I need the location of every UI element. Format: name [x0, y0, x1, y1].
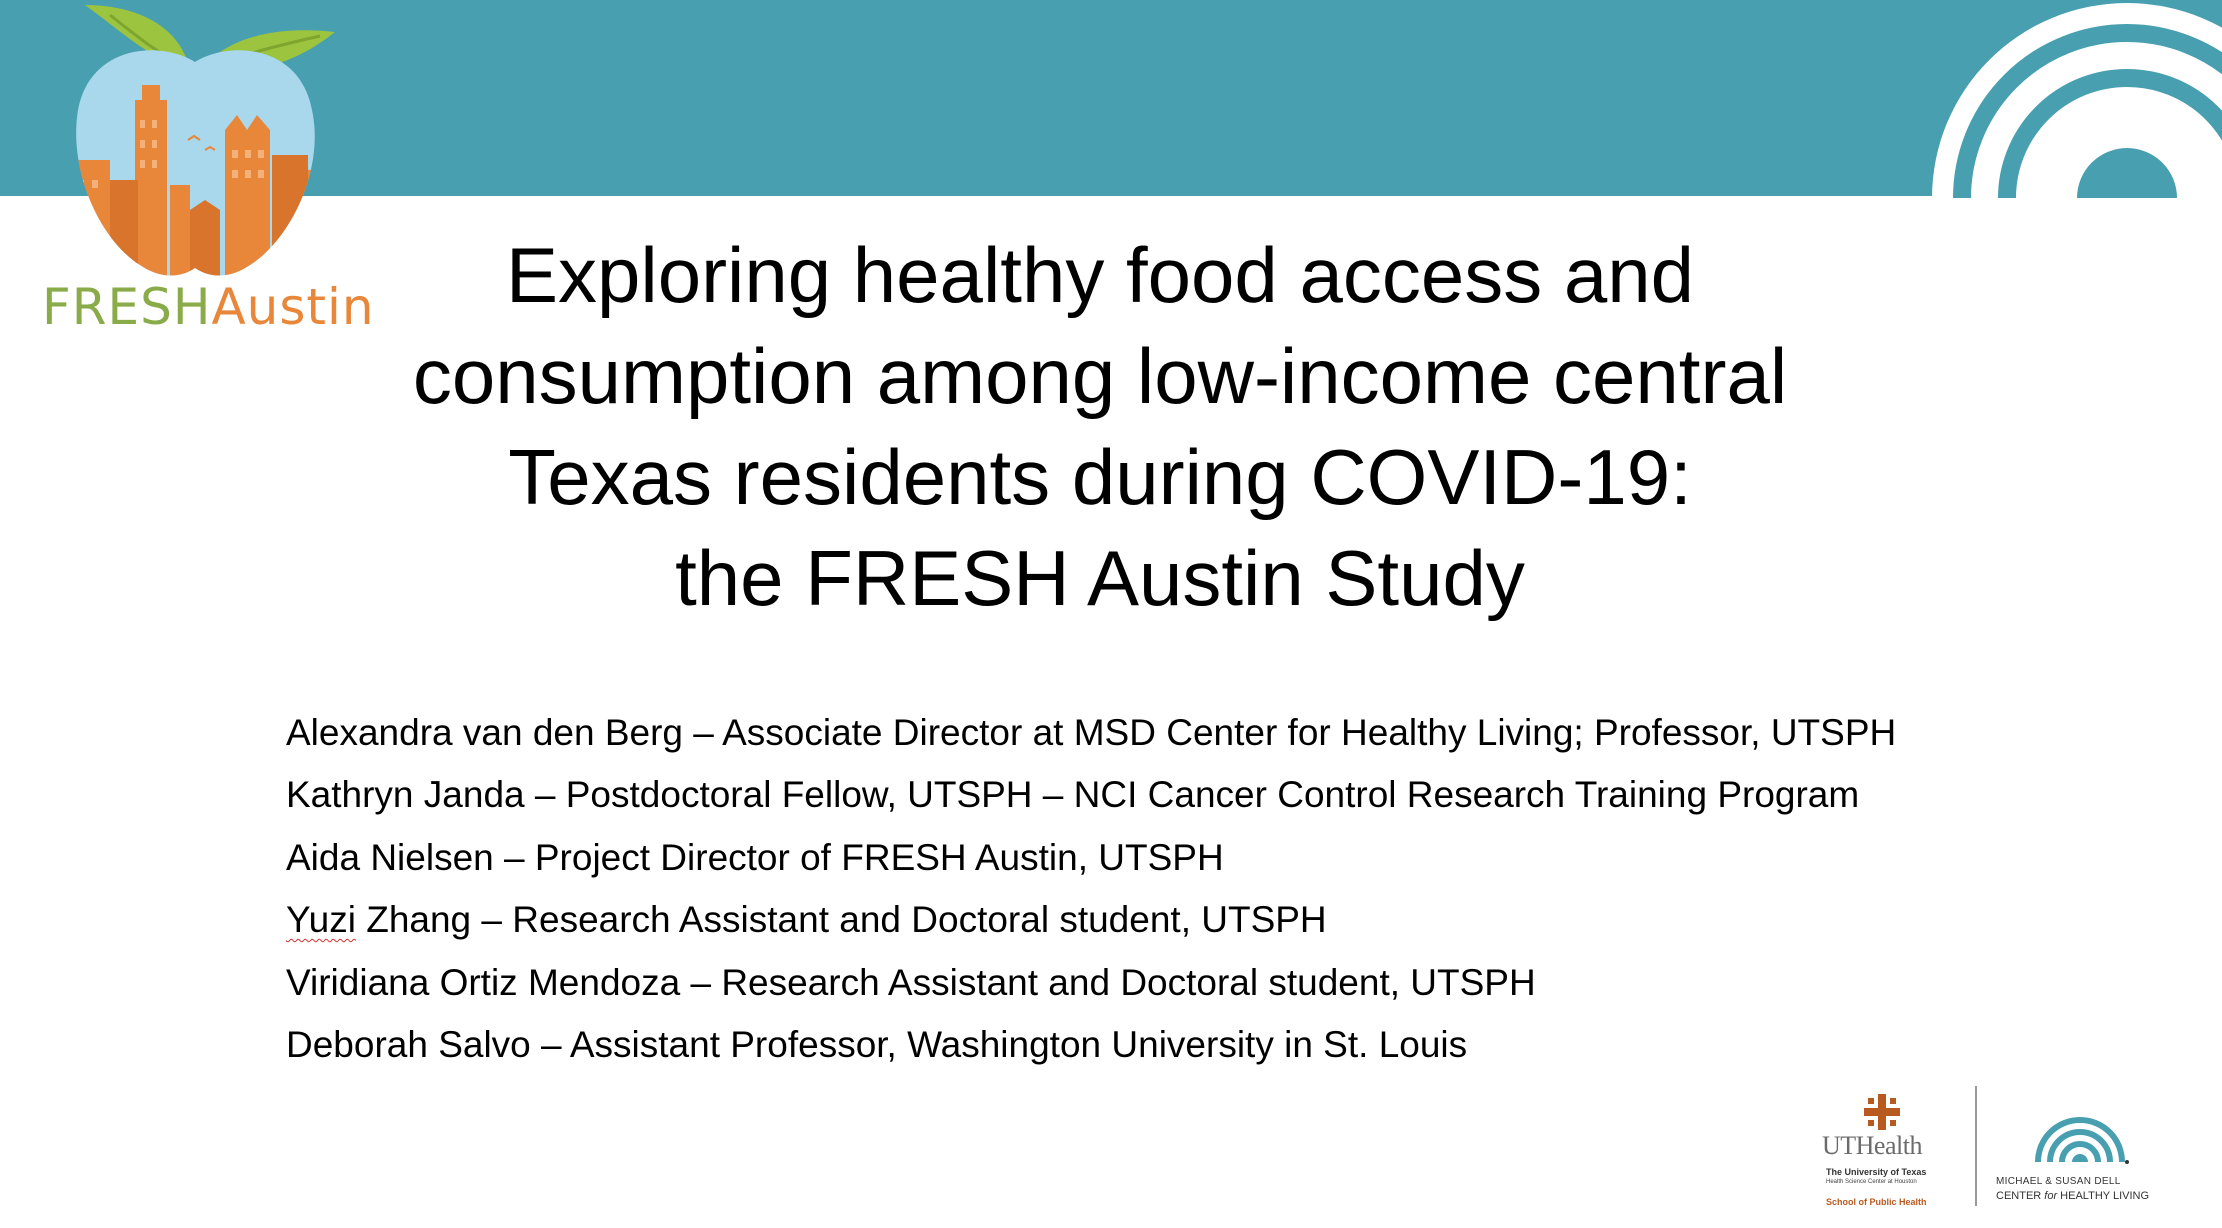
author-item: Deborah Salvo – Assistant Professor, Washington University in St. Louis: [286, 1024, 1468, 1066]
title-line-2: consumption among low-income central: [412, 332, 1788, 420]
author-item: Alexandra van den Berg – Associate Director at MSD Center for Healthy Living; Professor, UTSPH: [286, 712, 1897, 753]
author-list: [286, 702, 1896, 1076]
fresh-austin-wordmark: FRESHAustin: [42, 278, 375, 336]
concentric-arcs-icon: [1912, 0, 2222, 210]
title-line-1: Exploring healthy food access and: [505, 231, 1695, 319]
author-item: Aida Nielsen – Project Director of FRESH Austin, UTSPH: [286, 836, 1224, 878]
title-line-3: Texas residents during COVID-19:: [508, 433, 1692, 521]
author-item: Yuzi Zhang – Research Assistant and Doctoral student, UTSPH: [286, 899, 1327, 941]
uthealth-emblem-icon: [1864, 1094, 1900, 1130]
author-item: Viridiana Ortiz Mendoza – Research Assistant and Doctoral student, UTSPH: [286, 961, 1536, 1003]
footer-logos: UTHealth The University of Texas Health Science Center at Houston School of Public Health MICHAEL & SUSAN DELL CENTER for HEALTHY LIVING: [1800, 1080, 2210, 1225]
title-line-4: the FRESH Austin Study: [675, 534, 1525, 622]
slide-title: [250, 225, 1950, 629]
author-item: Kathryn Janda – Postdoctoral Fellow, UTSPH – NCI Cancer Control Research Training Program: [286, 774, 1860, 816]
spellcheck-underlined-word: Yuzi: [286, 899, 356, 941]
uthealth-wordmark: UTHealth: [1822, 1131, 1922, 1160]
msd-arcs-icon: [2030, 1106, 2130, 1166]
logo-divider: [1975, 1086, 1977, 1206]
